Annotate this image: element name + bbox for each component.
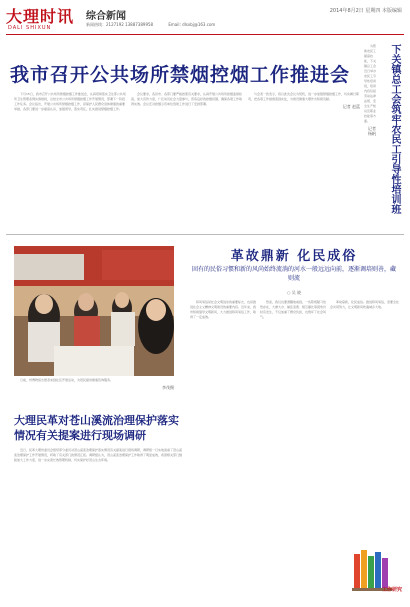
lead-article-column: 会议要求，各县市、各部门要严格按照有关要求，认真开展公共场所控烟监督检查，加大宣传力度，广泛动员社会力量参与，营造良好的控烟氛围，确保各项工作取得实效。会议还对控烟示范单位创建工作进行了安排部署。 (131, 92, 243, 106)
column-label: 工作研究 (382, 587, 403, 593)
contact-email: Email: dlsxbj@163.com (168, 22, 216, 27)
feature-author: ○ 吴 晓 (286, 290, 302, 295)
newspaper-logo-subtitle: DALI SHIXUN (8, 25, 52, 31)
lead-article-column: 下月15日，我市召开公共场所禁烟控烟工作推进会，认真贯彻落实卫生部公共场所卫生管理条例实施细则，总结全市公共场所禁烟控烟工作开展情况，部署下一阶段工作任务。会议指出，开展公共场所禁烟控烟工作，是保护人民群众身体健康的重要举措，各部门要进一步提高认识，加强领导，落实责任，扎实推进禁烟控烟工作。 (14, 92, 126, 111)
lead-article-column: 与会者一致表示，将以此次会议为契机，进一步加强禁烟控烟工作，切实履行职责，把各项工作措施落到实处，为建设健康大理作出积极贡献。 记者 赵蓝 (248, 92, 360, 109)
feature-column: 革故鼎新，化民成俗。推进移风易俗，需要全社会共同努力，让文明新风吹遍城乡大地。 (330, 300, 400, 309)
section-title: 综合新闻 (86, 11, 126, 22)
mid-headline: 大理民革对苍山溪流治理保护落实情况有关提案进行现场调研 (14, 414, 179, 442)
mid-article-body: 近日，民革大理州委员会组织部分委员对苍山溪流治理保护落实情况有关提案进行现场调研，调研组一行实地查看了苍山溪流治理保护工作开展情况，听取了有关部门的情况汇报。调研组认为，苍山溪流治理保护工作取得了明显成效，希望相关部门继续加大工作力度，进一步完善长效管理机制，切实保护好苍山生态环境。 (14, 448, 183, 462)
news-photo-image (14, 246, 174, 376)
news-hotline: 新闻热线：2127192 13887389958 (86, 22, 154, 27)
side-headline: 下关镇总工会筑牢农民工引导性培训班 (389, 44, 400, 214)
issue-date: 2014年8月2日 星期四 本版编辑 (329, 8, 402, 14)
photo-credit: 李茂摄 (162, 385, 174, 390)
news-photo (14, 246, 174, 376)
feature-deck: 固有的民俗习惯和新的风尚始终流淌的河水一般远远向前，逐渐调培则善，藏则流 (191, 266, 396, 282)
feature-headline: 革故鼎新 化民成俗 (230, 249, 358, 264)
section-divider (6, 234, 404, 235)
side-article-body: 为帮助农民工提高技能，下关镇总工会近日举办农民工引导性培训班，培训内容包括劳动法律法规、安全生产知识及职业技能等方面。 记者 杨帆 (364, 44, 376, 136)
masthead-contact-line (86, 22, 396, 28)
lead-headline: 我市召开公共场所禁烟控烟工作推进会 (9, 64, 350, 86)
photo-caption: 日前，州博物馆志愿者来到社区开展活动，为居民提供健康咨询服务。 李茂摄 (14, 378, 174, 408)
feature-column: 然而，我们也要清醒地看到，一些陈规陋习依然存在，大操大办、铺张浪费、相互攀比等现象仍时有发生，不仅加重了群众负担，也败坏了社会风气。 (260, 300, 326, 319)
newspaper-logo: 大理时讯 (6, 7, 75, 26)
masthead (0, 0, 410, 34)
feature-column: 移风易俗是社会文明进步的重要标志，也是推进社会主义精神文明建设的重要内容。近年来，我市积极倡导文明新风，大力推进移风易俗工作，取得了一定成效。 (190, 300, 256, 319)
lead-byline: 记者 赵蓝 (342, 104, 360, 109)
side-byline: 记者 杨帆 (368, 126, 376, 136)
masthead-divider (6, 34, 404, 35)
